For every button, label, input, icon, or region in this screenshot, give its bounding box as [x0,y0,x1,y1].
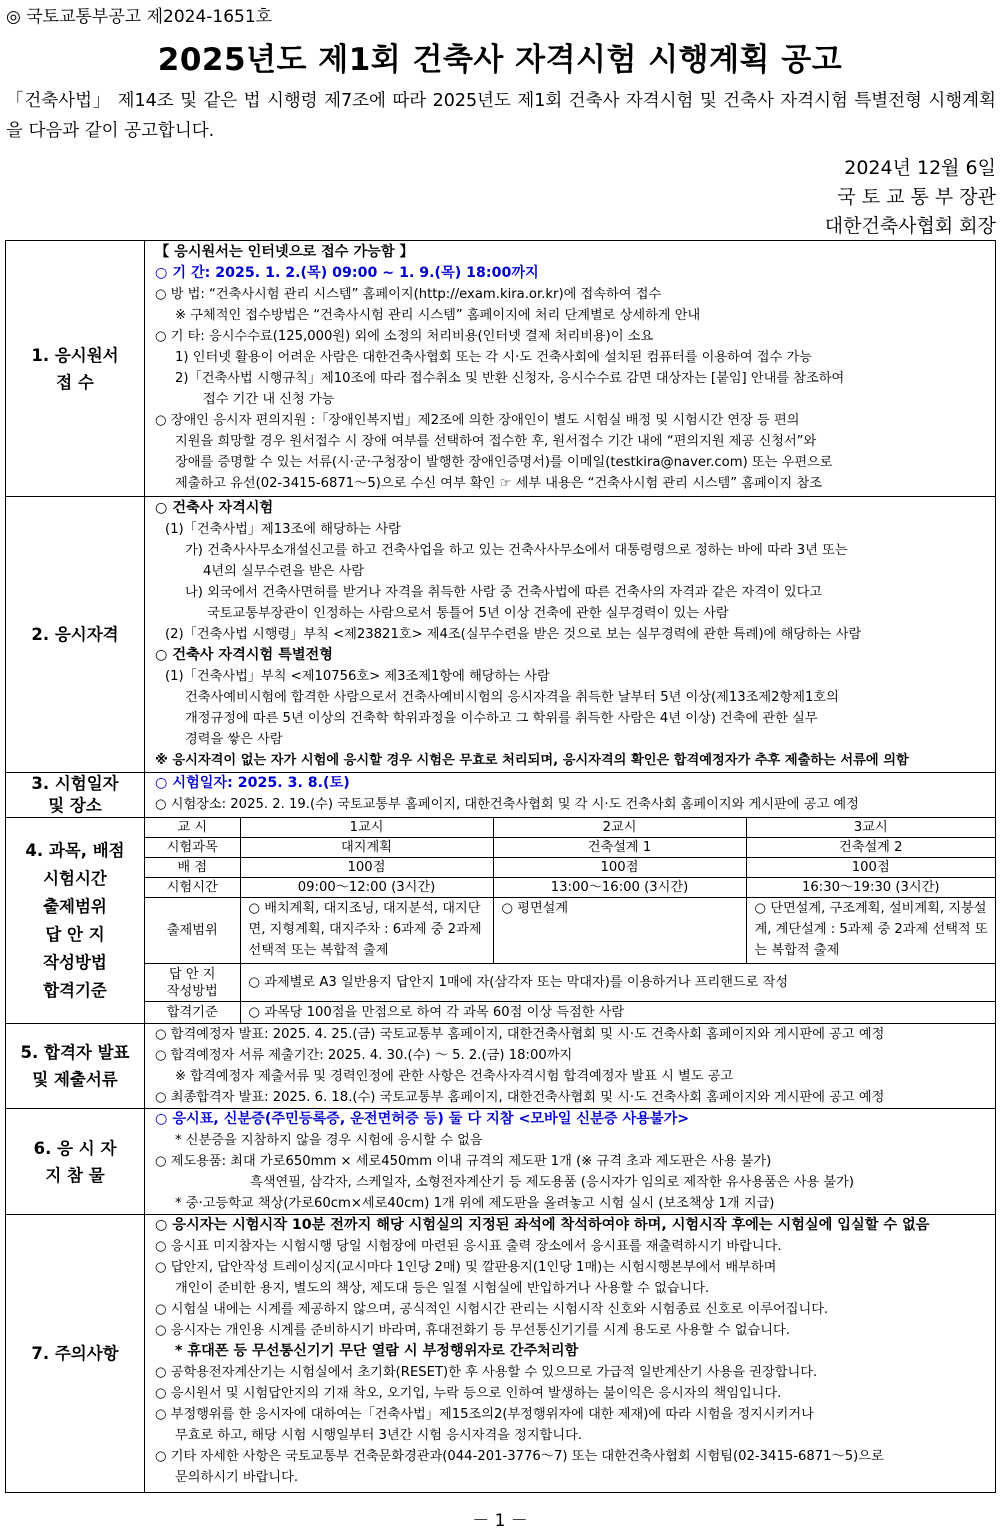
info-line: ○ 응시표 미지참자는 시험시행 당일 시험장에 마련된 응시표 출력 장소에서 응시표를 재출력하시기 바랍니다. [155,1239,782,1254]
section-label: 7. 주의사항 [6,1215,145,1493]
table-cell: 100점 [746,858,995,878]
info-line: ○ 시험장소: 2025. 2. 19.(수) 국토교통부 홈페이지, 대한건축사협회 및 각 시·도 건축사회 홈페이지와 게시판에 공고 예정 [155,797,859,812]
info-line: ○ 공학용전자계산기는 시험실에서 초기화(RESET)한 후 사용할 수 있으므로 가급적 일반계산기 사용을 권장합니다. [155,1365,818,1380]
table-cell: 09:00～12:00 (3시간) [240,878,493,898]
info-line: 지원을 희망할 경우 원서접수 시 장애 여부를 선택하여 접수한 후, 원서접수 기간 내에 “편의지원 제공 신청서”와 [175,434,817,449]
notice-date: 2024년 12월 6일 [844,157,996,179]
section-application [6,241,996,497]
table-cell: 100점 [493,858,746,878]
info-line: ○ 시험실 내에는 시계를 제공하지 않으며, 공식적인 시험시간 관리는 시험시작 신호와 시험종료 신호로 이루어집니다. [155,1302,829,1317]
info-line: ○ 장애인 응시자 편의지원 :「장애인복지법」제2조에 의한 장애인이 별도 시험실 배정 및 시험시간 연장 등 편의 [155,413,800,428]
intro-paragraph: 「건축사법」 제14조 및 같은 법 시행령 제7조에 따라 2025년도 제1회 건축사 자격시험 및 건축사 자격시험 특별전형 시행계획을 다음과 같이 공고합니다. [6,91,996,141]
info-line: ○ 방 법: “건축사시험 관리 시스템” 홈페이지(http://exam.kira.or.kr)에 접속하여 접수 [155,287,662,302]
info-line: 국토교통부장관이 인정하는 사람으로서 통틀어 5년 이상 건축에 관한 실무경력이 있는 사람 [207,606,729,621]
info-line: 개정규정에 따른 5년 이상의 건축학 학위과정을 이수하고 그 학위를 취득한 사람은 4년 이상) 건축에 관한 실무 [185,711,818,726]
section-results [6,1024,996,1109]
row-label: 시험과목 [145,838,240,858]
exam-date: ○ 시험일자: 2025. 3. 8.(토) [155,775,350,791]
info-line: ○ 답안지, 답안작성 트레이싱지(교시마다 1인당 2매) 및 깔판용지(1인당 1매)는 시험시행본부에서 배부하며 [155,1260,777,1275]
info-line: 접수 기간 내 신청 가능 [203,392,335,407]
section-label: 3. 시험일자 및 장소 [6,773,145,818]
section-exam-date [6,773,996,818]
info-line: 개인이 준비한 용지, 별도의 책상, 제도대 등은 일절 시험실에 반입하거나 사용할 수 없습니다. [175,1281,710,1296]
table-row [145,878,995,898]
table-cell: 16:30～19:30 (3시간) [746,878,995,898]
note-line: 【 응시원서는 인터넷으로 접수 가능함 】 [155,244,414,260]
info-line: 건축사예비시험에 합격한 사람으로서 건축사예비시험의 응시자격을 취득한 날부터 5년 이상(제13조제2항제1호의 [185,690,839,705]
table-row [145,838,995,858]
info-line: * 중·고등학교 책상(가로60cm×세로40cm) 1개 위에 제도판을 올려놓고 시험 실시 (보조책상 1개 지급) [175,1196,775,1211]
info-line: (1)「건축사법」제13조에 해당하는 사람 [165,522,401,537]
info-line: 경력을 쌓은 사람 [185,732,283,747]
table-cell: ○ 과제별로 A3 일반용지 답안지 1매에 자(삼각자 또는 막대자)를 이용하거나 프리핸드로 작성 [240,964,995,1002]
subheading: ○ 건축사 자격시험 특별전형 [155,647,333,663]
table-cell: 13:00～16:00 (3시간) [493,878,746,898]
subjects-table [145,818,995,1023]
table-cell: 100점 [240,858,493,878]
row-label: 시험시간 [145,878,240,898]
section-label: 5. 합격자 발표 및 제출서류 [6,1024,145,1109]
info-line: 나) 외국에서 건축사면허를 받거나 자격을 취득한 사람 중 건축사법에 따른 건축사의 자격과 같은 자격이 있다고 [185,585,823,600]
page-title: 2025년도 제1회 건축사 자격시험 시행계획 공고 [157,42,843,78]
row-label: 배 점 [145,858,240,878]
table-cell: 건축설계 1 [493,838,746,858]
page-number: － 1 － [472,1511,528,1531]
table-cell: ○ 단면설계, 구조계획, 설비계획, 지붕설계, 계단설계 : 5과제 중 2과제 선택적 또는 복합적 출제 [746,898,995,964]
info-line: 문의하시기 바랍니다. [175,1470,299,1485]
table-cell: ○ 배치계획, 대지조닝, 대지분석, 대지단면, 지형계획, 대지주차 : 6과제 중 2과제 선택적 또는 복합적 출제 [240,898,493,964]
section-label: 6. 응 시 자 지 참 물 [6,1109,145,1215]
table-cell: 1교시 [240,818,493,838]
info-line: ○ 합격예정자 발표: 2025. 4. 25.(금) 국토교통부 홈페이지, 대한건축사협회 및 시·도 건축사회 홈페이지와 게시판에 공고 예정 [155,1027,885,1042]
row-label: 답 안 지 작성방법 [145,964,240,1002]
section-eligibility [6,497,996,773]
table-cell: 3교시 [746,818,995,838]
info-line: (1)「건축사법」부칙 <제10756호> 제3조제1항에 해당하는 사람 [165,669,550,684]
signatory-minister: 국 토 교 통 부 장관 [837,186,996,208]
info-line: 2)「건축사법 시행규칙」제10조에 따라 접수취소 및 반환 신청자, 응시수수료 감면 대상자는 [붙임] 안내를 참조하여 [175,371,845,386]
info-line: 가) 건축사사무소개설신고를 하고 건축사업을 하고 있는 건축사사무소에서 대통령령으로 정하는 바에 따라 3년 또는 [185,543,848,558]
table-row [145,818,995,838]
info-line: ○ 응시자는 개인용 시계를 준비하시기 바라며, 휴대전화기 등 무선통신기기를 시계 용도로 사용할 수 없습니다. [155,1323,790,1338]
info-line: 흑색연필, 삼각자, 스케일자, 소형전자계산기 등 제도용품 (응시자가 임의로 제작한 유사용품은 사용 불가) [250,1175,855,1190]
row-label: 출제범위 [145,898,240,964]
info-line: ○ 응시원서 및 시험답안지의 기재 착오, 오기입, 누락 등으로 인하여 발생하는 불이익은 응시자의 책임입니다. [155,1386,782,1401]
table-row [145,898,995,964]
table-cell: 2교시 [493,818,746,838]
section-items-to-bring [6,1109,996,1215]
section-label: 4. 과목, 배점 시험시간 출제범위 답 안 지 작성방법 합격기준 [6,818,145,1024]
table-cell: ○ 과목당 100점을 만점으로 하여 각 과목 60점 이상 득점한 사람 [240,1002,995,1024]
table-row [145,964,995,1002]
info-line: 제출하고 유선(02-3415-6871～5)으로 수신 여부 확인 ☞ 세부 내용은 “건축사시험 관리 시스템” 홈페이지 참조 [175,476,822,491]
info-line: * 신분증을 지참하지 않을 경우 시험에 응시할 수 없음 [175,1133,483,1148]
info-line: 4년의 실무수련을 받은 사람 [203,564,365,579]
info-line: ○ 기타 자세한 사항은 국토교통부 건축문화경관과(044-201-3776～7) 또는 대한건축사협회 시험팀(02-3415-6871～5)으로 [155,1449,884,1464]
info-line: 1) 인터넷 활용이 어려운 사람은 대한건축사협회 또는 각 시·도 건축사회에 설치된 컴퓨터를 이용하여 접수 가능 [175,350,812,365]
table-cell: ○ 평면설계 [493,898,746,964]
info-line: ※ 구체적인 접수방법은 “건축사시험 관리 시스템” 홈페이지에 처리 단계별로 상세하게 안내 [175,308,701,323]
plan-table [5,240,996,1493]
section-label: 1. 응시원서 접 수 [6,241,145,497]
table-row [145,858,995,878]
warning-line: ※ 응시자격이 없는 자가 시험에 응시할 경우 시험은 무효로 처리되며, 응시자격의 확인은 합격예정자가 추후 제출하는 서류에 의함 [155,753,909,768]
row-label: 교 시 [145,818,240,838]
application-period: ○ 기 간: 2025. 1. 2.(목) 09:00 ~ 1. 9.(목) 18:00까지 [155,265,539,281]
info-line: ○ 부정행위를 한 응시자에 대하여는「건축사법」제15조의2(부정행위자에 대한 제재)에 따라 시험을 정지시키거나 [155,1407,814,1422]
info-line: 장애를 증명할 수 있는 서류(시·군·구청장이 발행한 장애인증명서)를 이메일(testkira@naver.com) 또는 우편으로 [175,455,833,470]
section-precautions [6,1215,996,1493]
table-cell: 건축설계 2 [746,838,995,858]
table-row [145,1002,995,1024]
info-line: ※ 합격예정자 제출서류 및 경력인정에 관한 사항은 건축사자격시험 합격예정자 발표 시 별도 공고 [175,1069,734,1084]
required-id: ○ 응시표, 신분증(주민등록증, 운전면허증 등) 둘 다 지참 <모바일 신분증 사용불가> [155,1111,690,1127]
section-subjects [6,818,996,1024]
drafting-tools: ○ 제도용품: 최대 가로650mm × 세로450mm 이내 규격의 제도판 1개 (※ 규격 초과 제도판은 사용 불가) [155,1154,772,1169]
info-line: 무효로 하고, 해당 시험 시행일부터 3년간 시험 응시자격을 정지합니다. [175,1428,583,1443]
notice-number: ◎ 국토교통부공고 제2024-1651호 [6,7,273,27]
row-label: 합격기준 [145,1002,240,1024]
signatory-association: 대한건축사협회 회장 [824,215,996,237]
info-line: ○ 합격예정자 서류 제출기간: 2025. 4. 30.(수) ～ 5. 2.(금) 18:00까지 [155,1048,573,1063]
table-cell: 대지계획 [240,838,493,858]
info-line: ○ 기 타: 응시수수료(125,000원) 외에 소정의 처리비용(인터넷 결제 처리비용)이 소요 [155,329,654,344]
section-label: 2. 응시자격 [6,497,145,773]
info-line: ○ 최종합격자 발표: 2025. 6. 18.(수) 국토교통부 홈페이지, 대한건축사협회 및 시·도 건축사회 홈페이지와 게시판에 공고 예정 [155,1090,885,1105]
warning-line: * 휴대폰 등 무선통신기기 무단 열람 시 부정행위자로 간주처리함 [175,1343,579,1359]
info-line: (2)「건축사법 시행령」부칙 <제23821호> 제4조(실무수련을 받은 것으로 보는 실무경력에 관한 특례)에 해당하는 사람 [165,627,862,642]
subheading: ○ 건축사 자격시험 [155,500,274,516]
warning-line: ○ 응시자는 시험시작 10분 전까지 해당 시험실의 지정된 좌석에 착석하여야 하며, 시험시작 후에는 시험실에 입실할 수 없음 [155,1217,930,1233]
